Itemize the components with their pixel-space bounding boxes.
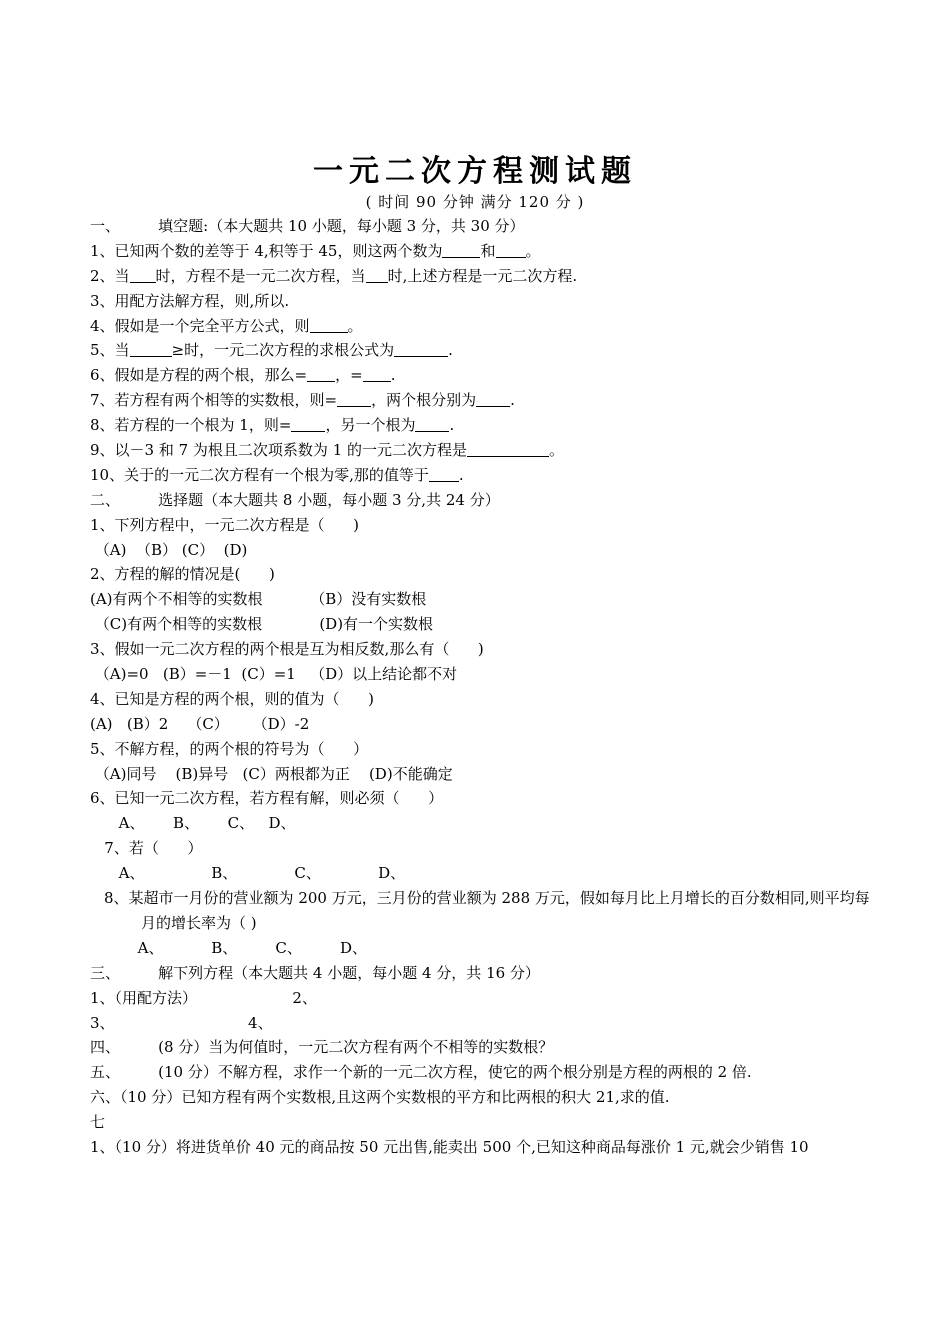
choice-question-4: 4、已知是方程的两个根，则的值为（ ) bbox=[90, 689, 375, 708]
fill-question-5: 5、当 ≥时，一元二次方程的求根公式为 . bbox=[90, 341, 453, 360]
choice-question-6-options: A、 B、 C、 D、 bbox=[90, 814, 296, 833]
choice-question-3-options: （A)=0 (B）=－1 (C）=1 （D）以上结论都不对 bbox=[90, 665, 458, 684]
choice-question-8-options: A、 B、 C、 D、 bbox=[90, 938, 368, 957]
answer-blank bbox=[130, 341, 172, 357]
fill-question-8: 8、若方程的一个根为 1，则= ，另一个根为 . bbox=[90, 416, 455, 435]
choice-question-6: 6、已知一元二次方程，若方程有解，则必须（ ） bbox=[90, 789, 444, 808]
fill-question-9: 9、以－3 和 7 为根且二次项系数为 1 的一元二次方程是 。 bbox=[90, 441, 565, 460]
choice-question-2-options-b: （C)有两个相等的实数根 (D)有一个实数根 bbox=[90, 615, 434, 634]
solve-questions-1-2: 1、（用配方法） 2、 bbox=[90, 988, 317, 1007]
choice-question-1: 1、下列方程中，一元二次方程是（ ) bbox=[90, 515, 360, 534]
answer-blank bbox=[429, 466, 459, 482]
exam-body bbox=[90, 214, 880, 1160]
answer-blank bbox=[496, 242, 526, 258]
fill-question-4: 4、假如是一个完全平方公式，则 。 bbox=[90, 316, 363, 335]
choice-question-5: 5、不解方程，的两个根的符号为（ ） bbox=[90, 739, 369, 758]
answer-blank bbox=[291, 416, 325, 432]
page-title: 一元二次方程测试题 bbox=[313, 154, 637, 189]
fill-question-7: 7、若方程有两个相等的实数根，则= ，两个根分别为 . bbox=[90, 391, 515, 410]
answer-blank bbox=[337, 391, 371, 407]
answer-blank bbox=[476, 391, 510, 407]
choice-question-4-options: (A) (B）2 （C） （D）-2 bbox=[90, 714, 310, 733]
choice-question-3: 3、假如一元二次方程的两个根是互为相反数,那么有（ ) bbox=[90, 640, 484, 659]
section-7-heading: 七 bbox=[90, 1113, 106, 1132]
choice-question-2: 2、方程的解的情况是( ) bbox=[90, 565, 275, 584]
section-5: 五、 (10 分）不解方程，求作一个新的一元二次方程，使它的两个根分别是方程的两根的 2 倍. bbox=[90, 1063, 752, 1082]
section-4: 四、 (8 分）当为何值时，一元二次方程有两个不相等的实数根？ bbox=[90, 1038, 554, 1057]
section-3-heading: 三、 解下列方程（本大题共 4 小题，每小题 4 分，共 16 分） bbox=[90, 963, 540, 982]
section-1-heading: 一、 填空题:（本大题共 10 小题，每小题 3 分，共 30 分） bbox=[90, 217, 525, 235]
answer-blank bbox=[130, 267, 156, 283]
answer-blank bbox=[310, 317, 348, 333]
fill-question-6: 6、假如是方程的两个根，那么= ，= . bbox=[90, 366, 396, 385]
page-subtitle: ( 时间 90 分钟 满分 120 分 ) bbox=[365, 193, 585, 211]
answer-blank bbox=[415, 416, 449, 432]
choice-question-7: 7、若（ ） bbox=[90, 839, 203, 858]
section-7-question-1: 1、（10 分）将进货单价 40 元的商品按 50 元出售,能卖出 500 个,已知这种商品每涨价 1 元,就会少销售 10 bbox=[90, 1137, 809, 1156]
answer-blank bbox=[467, 441, 549, 457]
fill-question-3: 3、用配方法解方程，则,所以. bbox=[90, 291, 290, 310]
section-6: 六、（10 分）已知方程有两个实数根,且这两个实数根的平方和比两根的积大 21,求的值. bbox=[90, 1088, 670, 1107]
section-2-heading: 二、 选择题（本大题共 8 小题，每小题 3 分,共 24 分） bbox=[90, 490, 500, 509]
answer-blank bbox=[442, 242, 480, 258]
answer-blank bbox=[363, 366, 391, 382]
fill-question-2: 2、当 时，方程不是一元二次方程，当 时,上述方程是一元二次方程. bbox=[90, 266, 578, 285]
choice-question-8: 8、某超市一月份的营业额为 200 万元，三月份的营业额为 288 万元，假如每月比上月增长的百分数相同,则平均每月的增长率为（ ) bbox=[104, 889, 870, 932]
answer-blank bbox=[394, 341, 448, 357]
choice-question-7-options: A、 B、 C、 D、 bbox=[90, 864, 406, 883]
choice-question-5-options: （A)同号 (B)异号 (C）两根都为正 (D)不能确定 bbox=[90, 764, 453, 783]
choice-question-1-options: （A) （B） (C） (D) bbox=[90, 540, 248, 559]
fill-question-1: 1、已知两个数的差等于 4,积等于 45，则这两个数为 和 。 bbox=[90, 241, 541, 260]
choice-question-2-options-a: (A)有两个不相等的实数根 （B）没有实数根 bbox=[90, 590, 427, 609]
answer-blank bbox=[366, 267, 388, 283]
solve-questions-3-4: 3、 4、 bbox=[90, 1013, 273, 1032]
answer-blank bbox=[307, 366, 335, 382]
fill-question-10: 10、关于的一元二次方程有一个根为零,那的值等于 . bbox=[90, 465, 464, 484]
